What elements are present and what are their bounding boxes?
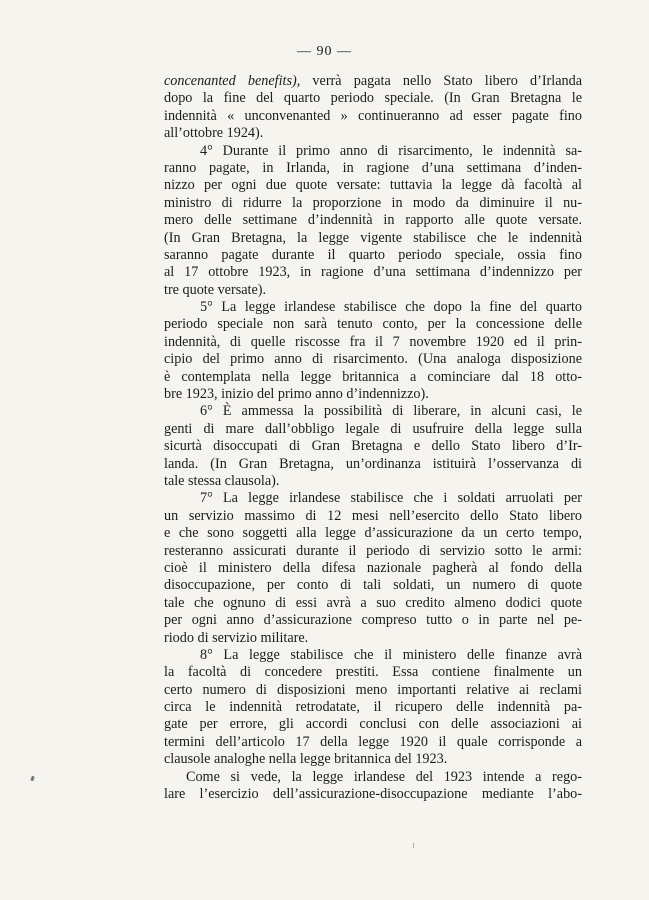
text-line: gate per errore, gli accordi conclusi con delle associazioni ai: [164, 716, 582, 733]
page-number: — 90 —: [297, 44, 352, 59]
text-line: è contemplata nella legge britannica a cominciare dal 18 otto-: [164, 368, 582, 385]
text-line: e che sono soggetti alla legge d’assicurazione da un certo tempo,: [164, 525, 582, 542]
text-line: saranno pagate durante il quarto periodo speciale, ossia fino: [164, 246, 582, 263]
text-line: disoccupazione, per conto di tali soldati, un numero di quote: [164, 577, 582, 594]
text-line: certo numero di disposizioni meno importanti relative ai reclami: [164, 681, 582, 698]
text-line: la facoltà di concedere prestiti. Essa contiene finalmente un: [164, 664, 582, 681]
text-line: ministro di ridurre la proporzione in modo da diminuire il nu-: [164, 194, 582, 211]
text-line: 6° È ammessa la possibilità di liberare, in alcuni casi, le: [200, 403, 582, 420]
text-line: resteranno assicurati durante il periodo di servizio sotto le armi:: [164, 542, 582, 559]
text-line: genti di mare dall’obbligo legale di usufruire della legge sulla: [164, 420, 582, 437]
body-text: [164, 73, 582, 803]
text-line: mero delle settimane d’indennità in rapporto alle quote versate.: [164, 212, 582, 229]
text-line: riodo di servizio militare.: [164, 629, 309, 646]
text-line: 4° Durante il primo anno di risarcimento, le indennità sa-: [200, 142, 582, 159]
text-line: un servizio massimo di 12 mesi nell’esercito dello Stato libero: [164, 507, 582, 524]
text-line: sicurtà disoccupati di Gran Bretagna e dello Stato libero d’Ir-: [164, 438, 582, 455]
text-line: tale che ognuno di essi avrà a suo credito almeno dodici quote: [164, 594, 582, 611]
text-line: lare l’esercizio dell’assicurazione-disoccupazione mediante l’abo-: [164, 786, 582, 803]
text-line: bre 1923, inizio del primo anno d’indennizzo).: [164, 386, 429, 403]
text-line: landa. (In Gran Bretagna, un’ordinanza istituirà l’osservanza di: [164, 455, 582, 472]
text-line: termini dell’articolo 17 della legge 1920 il quale corrisponde a: [164, 733, 582, 750]
text-line: 8° La legge stabilisce che il ministero delle finanze avrà: [200, 646, 582, 663]
text-line: 7° La legge irlandese stabilisce che i soldati arruolati per: [200, 490, 582, 507]
text-line: per ogni anno d’assicurazione compreso tutto o in parte nel pe-: [164, 612, 582, 629]
text-line: concenanted benefits), verrà pagata nello Stato libero d’Irlanda: [164, 73, 583, 89]
text-line: clausole analoghe nella legge britannica del 1923.: [164, 751, 448, 768]
text-line: circa le indennità retrodatate, il ricupero delle indennità pa-: [164, 699, 582, 716]
text-line: ranno pagate, in Irlanda, in ragione d’una settimana d’inden-: [164, 159, 582, 176]
text-line: tre quote versate).: [164, 281, 267, 298]
text-line: cioè il ministero della difesa nazionale pagherà al fondo della: [164, 559, 582, 576]
text-line: 5° La legge irlandese stabilisce che dopo la fine del quarto: [200, 299, 582, 316]
text-line: dopo la fine del quarto periodo speciale. (In Gran Bretagna le: [164, 90, 582, 107]
italic-phrase: concenanted benefits),: [164, 73, 301, 89]
text-line: tale stessa clausola).: [164, 472, 280, 489]
text-line: (In Gran Bretagna, la legge vigente stabilisce che le indennità: [164, 229, 582, 246]
text-line: al 17 ottobre 1923, in ragione d’una settimana d’indennizzo per: [164, 264, 582, 281]
text-line: nizzo per ogni due quote versate: tuttavia la legge dà facoltà al: [164, 177, 582, 194]
margin-mark: [30, 776, 35, 782]
text-line: periodo speciale non sarà tenuto conto, per la concessione delle: [164, 316, 582, 333]
text-line: cipio del primo anno di risarcimento. (Una analoga disposizione: [164, 351, 582, 368]
text-line: all’ottobre 1924).: [164, 125, 264, 142]
text-line: Come si vede, la legge irlandese del 1923 intende a rego-: [186, 768, 582, 785]
paper-speck: [413, 843, 414, 848]
text-line: indennità, di quelle riscosse fra il 7 novembre 1920 ed il prin-: [164, 333, 582, 350]
text-line: indennità « unconvenanted » continueranno ad esser pagate fino: [164, 107, 582, 124]
